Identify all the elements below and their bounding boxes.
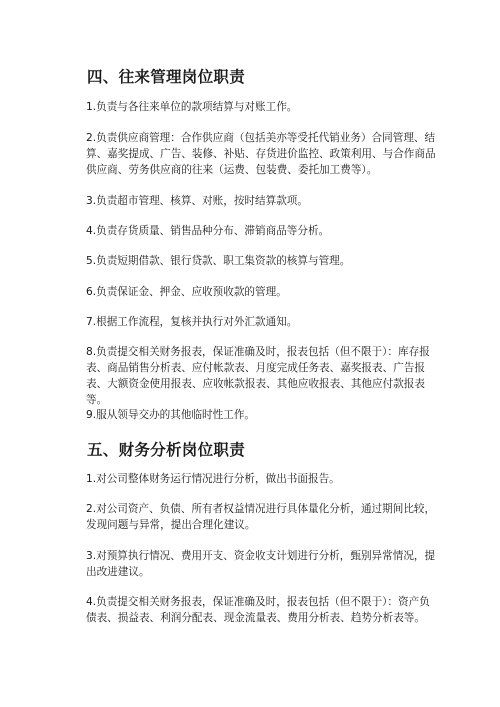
section-analysis-item-4: 4.负责提交相关财务报表，保证准确及时，报表包括（但不限于）：资产负债表、损益表、利润分配表、现金流量表、费用分析表、趋势分析表等。 (86, 596, 430, 624)
section-accounts-item-6: 6.负责保证金、押金、应收预收款的管理。 (86, 286, 287, 298)
section-analysis-item-3: 3.对预算执行情况、费用开支、资金收支计划进行分析，甄别异常情况，提出改进建议。 (86, 550, 436, 578)
section-heading-accounts: 四、往来管理岗位职责 (87, 68, 246, 86)
section-analysis-item-2: 2.对公司资产、负债、所有者权益情况进行具体量化分析，通过期间比较，发现问题与异常，提出合理化建议。 (86, 503, 436, 531)
section-accounts-item-5: 5.负责短期借款、银行贷款、职工集资款的核算与管理。 (86, 255, 351, 267)
section-accounts-item-1: 1.负责与各往来单位的款项结算与对账工作。 (86, 101, 298, 113)
section-accounts-item-3: 3.负责超市管理、核算、对账，按时结算款项。 (86, 195, 308, 207)
section-accounts-item-7: 7.根据工作流程，复核并执行对外汇款通知。 (86, 316, 298, 328)
section-accounts-item-4: 4.负责存货质量、销售品种分布、滞销商品等分析。 (86, 225, 330, 237)
section-accounts-item-9: 9.服从领导交办的其他临时性工作。 (86, 409, 256, 421)
section-accounts-item-8: 8.负责提交相关财务报表，保证准确及时，报表包括（但不限于）：库存报表、商品销售分析表、应付帐款表、月度完成任务表、嘉奖报表、广告报表、大额资金使用报表、应收帐款报表、其他应收报表、其他应付款报表等。 (86, 346, 430, 406)
section-analysis-item-1: 1.对公司整体财务运行情况进行分析，做出书面报告。 (86, 473, 340, 485)
section-accounts-item-2: 2.负责供应商管理：合作供应商（包括美亦等受托代销业务）合同管理、结算、嘉奖提成、广告、装修、补贴、存货进价监控、政策利用、与合作商品供应商、劳务供应商的往来（运费、包装费、委托加工费等）。 (86, 132, 436, 176)
section-heading-analysis: 五、财务分析岗位职责 (87, 441, 246, 459)
